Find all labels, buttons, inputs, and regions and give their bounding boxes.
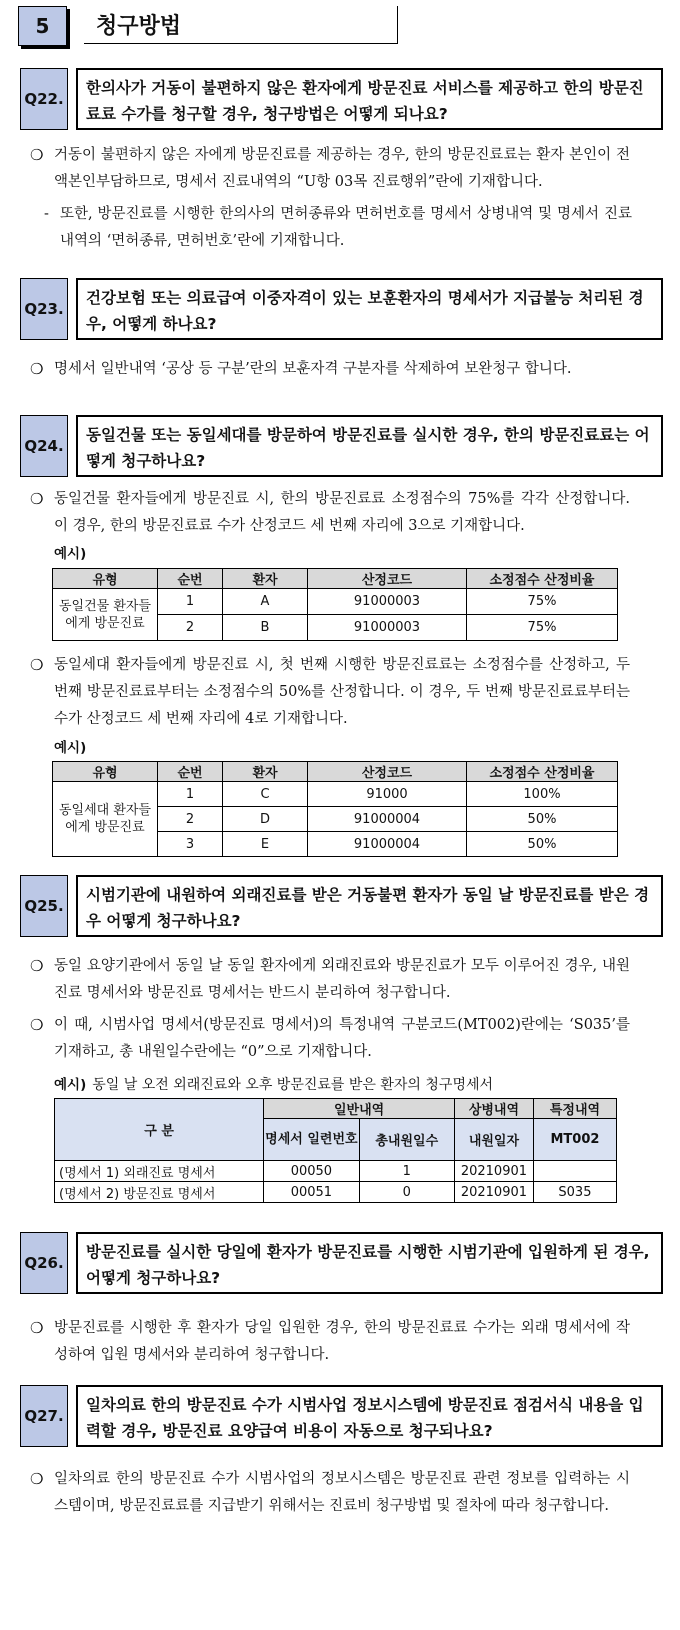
question-q27	[20, 1385, 663, 1447]
answer-q22	[30, 142, 630, 196]
table-header: 유형	[53, 569, 158, 589]
table-cell: 91000	[308, 782, 467, 807]
table-cell: 20210901	[454, 1182, 533, 1203]
answer-text: 거동이 불편하지 않은 자에게 방문진료를 제공하는 경우, 한의 방문진료료는 환자 본인이 전액본인부담하므로, 명세서 진료내역의 “U항 03목 진료행위”란에 기재합니다.	[54, 147, 630, 190]
answer-text: 동일 요양기관에서 동일 날 동일 환자에게 외래진료와 방문진료가 모두 이루어진 경우, 내원 진료 명세서와 방문진료 명세서는 반드시 분리하여 청구합니다.	[54, 958, 630, 1001]
table-header: 산정코드	[308, 569, 467, 589]
table-claim-statement	[54, 1098, 617, 1203]
table-group-cell: 동일건물 환자들에게 방문진료	[53, 589, 158, 641]
answer-text: 일차의료 한의 방문진료 수가 시범사업의 정보시스템은 방문진료 관련 정보를 입력하는 시스템이며, 방문진료료를 지급받기 위해서는 진료비 청구방법 및 절차에 따라 청구합니다.	[54, 1471, 630, 1514]
table-cell: (명세서 2) 방문진료 명세서	[55, 1182, 264, 1203]
question-label: Q25.	[20, 875, 68, 937]
table-header: 산정코드	[308, 762, 467, 782]
question-q25	[20, 875, 663, 937]
answer-text: 동일세대 환자들에게 방문진료 시, 첫 번째 시행한 방문진료료는 소정점수를 산정하고, 두 번째 방문진료료부터는 소정점수의 50%를 산정합니다. 이 경우, 두 번째 방문진료료부터는 수가 산정코드 세 번째 자리에 4로 기재합니다.	[54, 657, 630, 727]
table-row	[53, 782, 618, 807]
answer-text: 명세서 일반내역 ‘공상 등 구분’란의 보훈자격 구분자를 삭제하여 보완청구 합니다.	[54, 361, 572, 377]
bullet-icon: ❍	[30, 360, 44, 378]
table-cell: 91000003	[308, 615, 467, 641]
question-label: Q22.	[20, 68, 68, 130]
table-cell: 0	[359, 1182, 454, 1203]
example-text: 동일 날 오전 외래진료와 오후 방문진료를 받은 환자의 청구명세서	[92, 1077, 494, 1093]
example-line	[54, 1073, 493, 1094]
table-row	[55, 1161, 617, 1182]
table-cell: B	[223, 615, 308, 641]
table-header: 내원일자	[454, 1119, 533, 1161]
table-cell: 00051	[264, 1182, 359, 1203]
bullet-icon: ❍	[30, 1319, 44, 1337]
table-cell: 100%	[467, 782, 618, 807]
table-row	[53, 589, 618, 615]
bullet-icon: ❍	[30, 146, 44, 164]
question-text: 방문진료를 실시한 당일에 환자가 방문진료를 시행한 시범기관에 입원하게 된 경우, 어떻게 청구하나요?	[76, 1232, 663, 1294]
answer-text: 이 때, 시범사업 명세서(방문진료 명세서)의 특정내역 구분코드(MT002)란에는 ‘S035’를 기재하고, 총 내원일수란에는 “0”으로 기재합니다.	[54, 1017, 630, 1060]
example-label: 예시)	[54, 1077, 87, 1093]
table-header: 유형	[53, 762, 158, 782]
table-header: 총내원일수	[359, 1119, 454, 1161]
question-text: 한의사가 거동이 불편하지 않은 환자에게 방문진료 서비스를 제공하고 한의 방문진료료 수가를 청구할 경우, 청구방법은 어떻게 되나요?	[76, 68, 663, 130]
table-header: 환자	[223, 762, 308, 782]
table-cell: 50%	[467, 832, 618, 857]
table-cell: 91000003	[308, 589, 467, 615]
answer-q24-1	[30, 486, 630, 540]
table-cell: 2	[158, 807, 223, 832]
question-q23	[20, 278, 663, 340]
example-label: 예시)	[54, 740, 87, 756]
bullet-icon: ❍	[30, 656, 44, 674]
table-header: 구 분	[55, 1099, 264, 1161]
question-text: 건강보험 또는 의료급여 이중자격이 있는 보훈환자의 명세서가 지급불능 처리된 경우, 어떻게 하나요?	[76, 278, 663, 340]
table-cell: 1	[158, 782, 223, 807]
answer-subtext: 또한, 방문진료를 시행한 한의사의 면허종류와 면허번호를 명세서 상병내역 및 명세서 진료내역의 ‘면허종류, 면허번호’란에 기재합니다.	[60, 206, 632, 249]
question-q24	[20, 415, 663, 477]
table-header: 특정내역	[533, 1099, 616, 1119]
table-cell: C	[223, 782, 308, 807]
table-cell: (명세서 1) 외래진료 명세서	[55, 1161, 264, 1182]
table-header: 소정점수 산정비율	[467, 569, 618, 589]
question-text: 시범기관에 내원하여 외래진료를 받은 거동불편 환자가 동일 날 방문진료를 받은 경우 어떻게 청구하나요?	[76, 875, 663, 937]
answer-q25-2	[30, 1012, 630, 1066]
question-label: Q24.	[20, 415, 68, 477]
table-cell: E	[223, 832, 308, 857]
table-row	[55, 1182, 617, 1203]
table-cell: 1	[359, 1161, 454, 1182]
question-label: Q26.	[20, 1232, 68, 1294]
table-cell: 2	[158, 615, 223, 641]
bullet-icon: ❍	[30, 957, 44, 975]
table-header: MT002	[533, 1119, 616, 1161]
section-title: 청구방법	[84, 6, 398, 44]
table-cell: 1	[158, 589, 223, 615]
section-header	[18, 6, 398, 46]
answer-text: 방문진료를 시행한 후 환자가 당일 입원한 경우, 한의 방문진료료 수가는 외래 명세서에 작성하여 입원 명세서와 분리하여 청구합니다.	[54, 1320, 630, 1363]
table-cell: 75%	[467, 589, 618, 615]
dash-marker: -	[44, 206, 49, 222]
question-label: Q23.	[20, 278, 68, 340]
question-q22	[20, 68, 663, 130]
table-cell: 00050	[264, 1161, 359, 1182]
table-cell: A	[223, 589, 308, 615]
table-header: 순번	[158, 762, 223, 782]
bullet-icon: ❍	[30, 1016, 44, 1034]
bullet-icon: ❍	[30, 1470, 44, 1488]
table-cell: 75%	[467, 615, 618, 641]
answer-q24-2	[30, 652, 630, 733]
table-header: 상병내역	[454, 1099, 533, 1119]
section-number: 5	[18, 6, 67, 46]
example-label: 예시)	[54, 546, 87, 562]
bullet-icon: ❍	[30, 490, 44, 508]
question-text: 동일건물 또는 동일세대를 방문하여 방문진료를 실시한 경우, 한의 방문진료료는 어떻게 청구하나요?	[76, 415, 663, 477]
answer-q22-sub	[44, 201, 632, 255]
answer-q27	[30, 1466, 630, 1520]
table-header: 순번	[158, 569, 223, 589]
table-header: 명세서 일련번호	[264, 1119, 359, 1161]
table-group-cell: 동일세대 환자들에게 방문진료	[53, 782, 158, 857]
answer-q26	[30, 1315, 630, 1369]
table-same-household	[52, 761, 618, 857]
answer-q23	[30, 356, 630, 383]
question-text: 일차의료 한의 방문진료 수가 시범사업 정보시스템에 방문진료 점검서식 내용을 입력할 경우, 방문진료 요양급여 비용이 자동으로 청구되나요?	[76, 1385, 663, 1447]
table-cell	[533, 1161, 616, 1182]
answer-text: 동일건물 환자들에게 방문진료 시, 한의 방문진료료 소정점수의 75%를 각각 산정합니다. 이 경우, 한의 방문진료료 수가 산정코드 세 번째 자리에 3으로 기재합니다.	[54, 491, 630, 534]
table-cell: 20210901	[454, 1161, 533, 1182]
answer-q25-1	[30, 953, 630, 1007]
table-cell: 50%	[467, 807, 618, 832]
table-header: 환자	[223, 569, 308, 589]
table-cell: 91000004	[308, 832, 467, 857]
question-q26	[20, 1232, 663, 1294]
table-same-building	[52, 568, 618, 641]
table-cell: D	[223, 807, 308, 832]
table-cell: S035	[533, 1182, 616, 1203]
table-cell: 91000004	[308, 807, 467, 832]
question-label: Q27.	[20, 1385, 68, 1447]
table-header: 소정점수 산정비율	[467, 762, 618, 782]
table-cell: 3	[158, 832, 223, 857]
table-header: 일반내역	[264, 1099, 455, 1119]
